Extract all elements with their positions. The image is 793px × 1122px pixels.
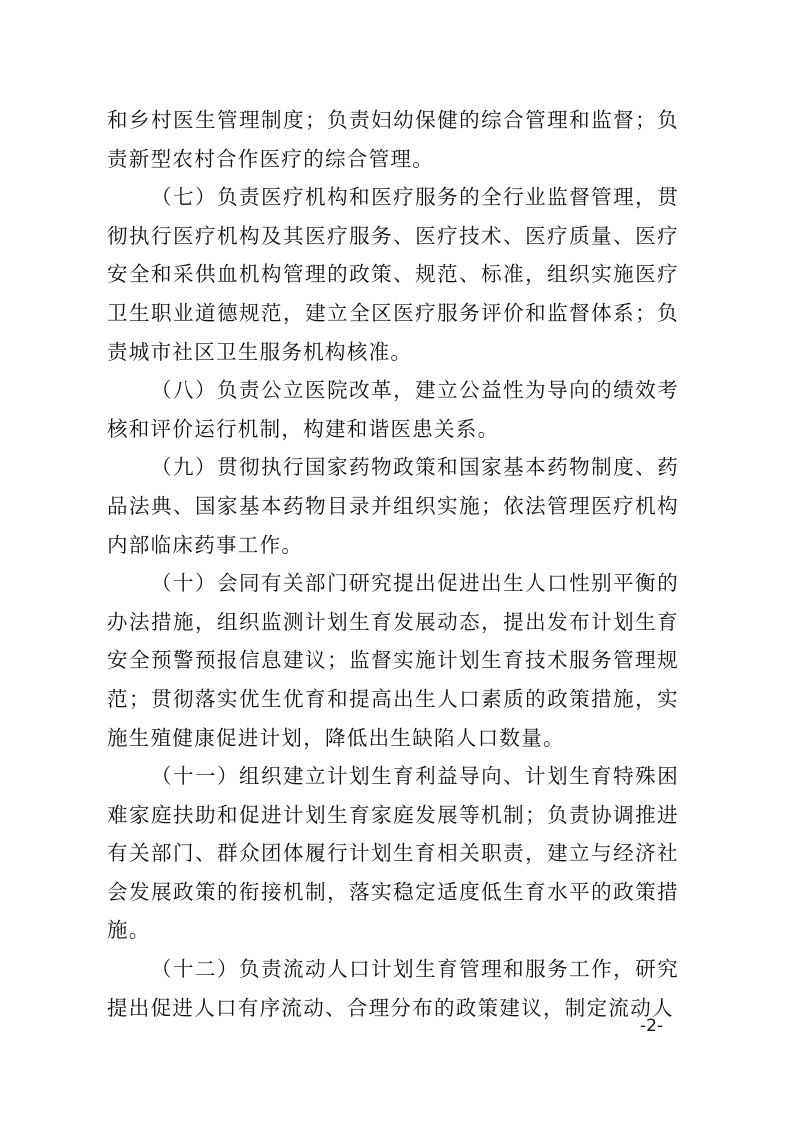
paragraph-item-12: （十二）负责流动人口计划生育管理和服务工作，研究提出促进人口有序流动、合理分布的政策建议，制定流动人 — [107, 957, 679, 1020]
page-number: -2- — [640, 1016, 664, 1036]
paragraph-item-8: （八）负责公立医院改革，建立公益性为导向的绩效考核和评价运行机制，构建和谐医患关系。 — [107, 378, 679, 441]
body-text — [107, 101, 679, 1027]
paragraph-item-9: （九）贯彻执行国家药物政策和国家基本药物制度、药品法典、国家基本药物目录并组织实施；依法管理医疗机构内部临床药事工作。 — [107, 455, 679, 557]
paragraph-continuation: 和乡村医生管理制度；负责妇幼保健的综合管理和监督；负责新型农村合作医疗的综合管理。 — [107, 108, 679, 171]
paragraph-item-7: （七）负责医疗机构和医疗服务的全行业监督管理，贯彻执行医疗机构及其医疗服务、医疗技术、医疗质量、医疗安全和采供血机构管理的政策、规范、标准，组织实施医疗卫生职业道德规范，建立全区医疗服务评价和监督体系；负责城市社区卫生服务机构核准。 — [107, 185, 679, 364]
paragraph-item-10: （十）会同有关部门研究提出促进出生人口性别平衡的办法措施，组织监测计划生育发展动态，提出发布计划生育安全预警预报信息建议；监督实施计划生育技术服务管理规范；贯彻落实优生优育和提高出生人口素质的政策措施，实施生殖健康促进计划，降低出生缺陷人口数量。 — [107, 571, 679, 750]
paragraph-item-11: （十一）组织建立计划生育利益导向、计划生育特殊困难家庭扶助和促进计划生育家庭发展等机制；负责协调推进有关部门、群众团体履行计划生育相关职责，建立与经济社会发展政策的衔接机制，落实稳定适度低生育水平的政策措施。 — [107, 764, 679, 943]
